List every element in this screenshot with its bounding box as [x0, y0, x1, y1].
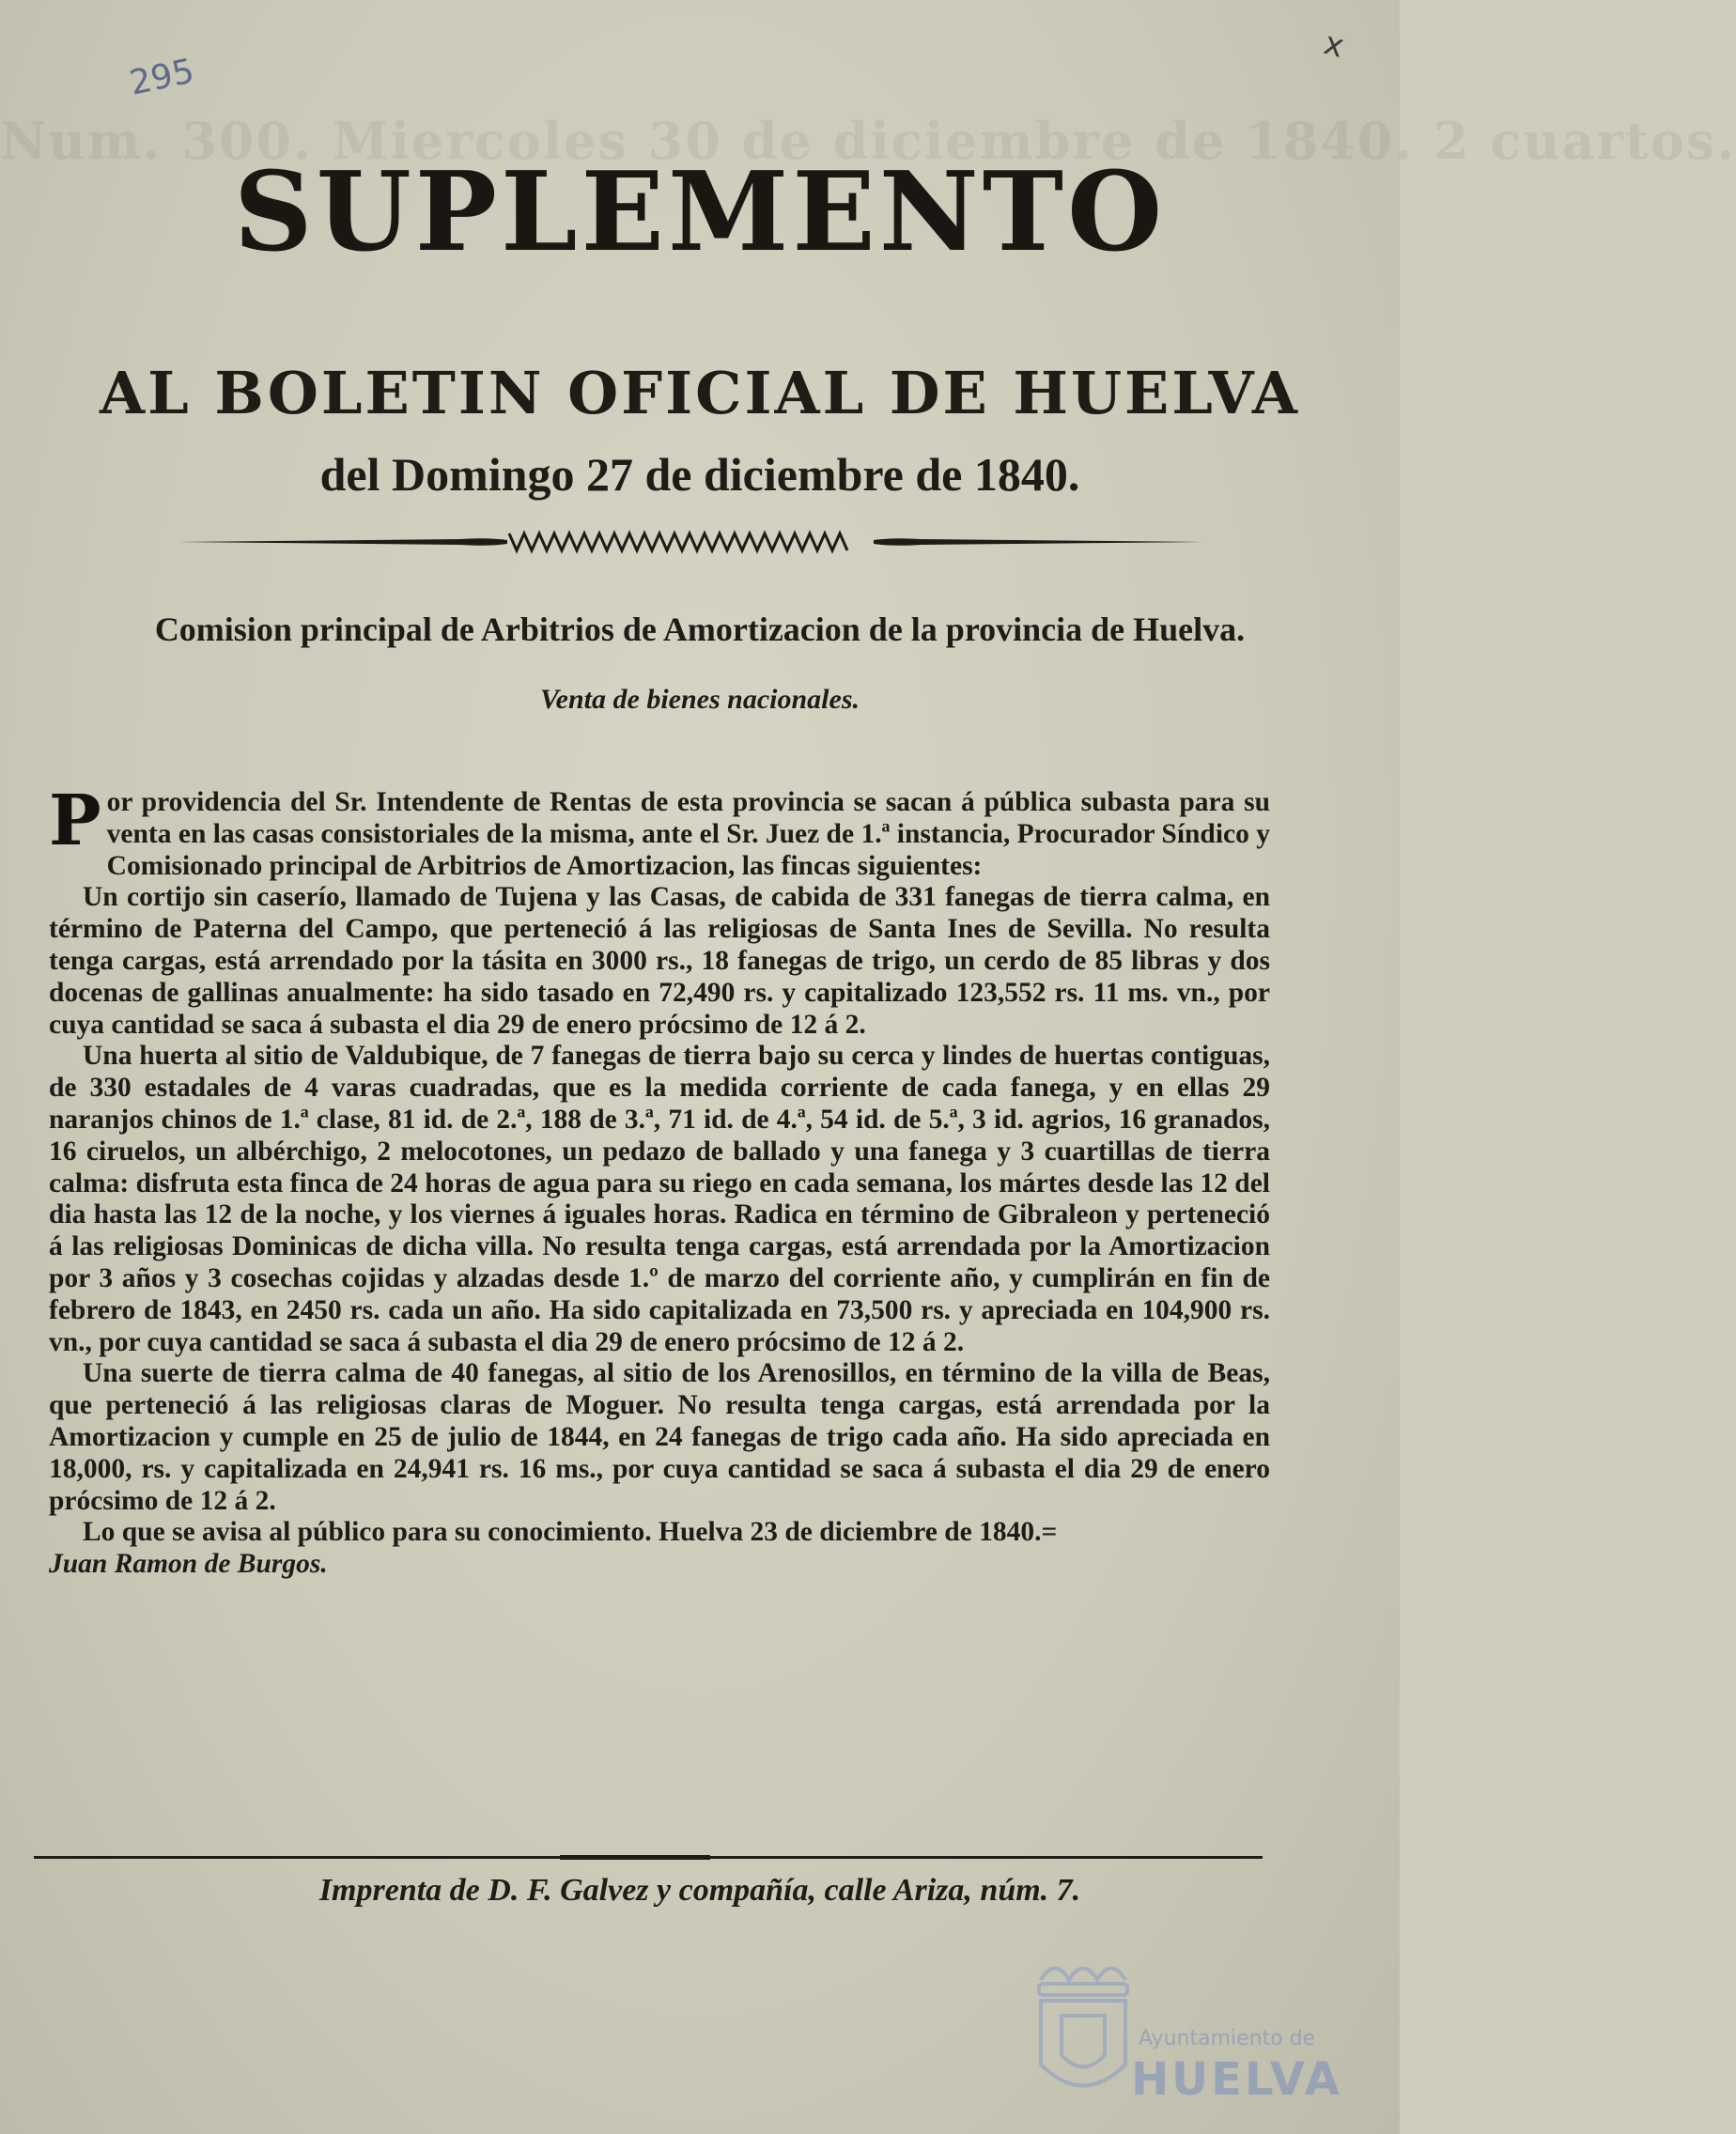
- property-item-3: Una suerte de tierra calma de 40 fanegas, al sitio de los Arenosillos, en término de la villa de Beas, que perteneció á las religiosas claras de Moguer. No resulta tenga cargas, está arrendada por la Amortizacion y cumple en 25 de julio de 1844, en 24 fanegas de trigo cada año. Ha sido apreciada en 18,000, rs. y capitalizada en 24,941 rs. 16 ms., por cuya cantidad se saca á subasta el dia 29 de enero prócsimo de 12 á 2.: [49, 1358, 1270, 1516]
- watermark-city-label: HUELVA: [1131, 2053, 1342, 2106]
- notice-body: [49, 781, 1270, 1581]
- watermark-town-label: Ayuntamiento de: [1139, 2027, 1316, 2050]
- property-item-1: Un cortijo sin caserío, llamado de Tujena y las Casas, de cabida de 331 fanegas de tierra calma, en término de Paterna del Campo, que perteneció á las religiosas de Santa Ines de Sevilla. No resulta tenga cargas, está arrendado por la tásita en 3000 rs., 18 fanegas de trigo, un cerdo de 85 libras y dos docenas de gallinas anualmente: ha sido tasado en 72,490 rs. y capitalizado 123,552 rs. 11 ms. vn., por cuya cantidad se saca á subasta el dia 29 de enero prócsimo de 12 á 2.: [49, 882, 1270, 1040]
- handwritten-page-number: 295: [126, 52, 198, 103]
- intro-paragraph: [49, 781, 1270, 882]
- signature-line: [49, 1549, 1270, 1581]
- document-title: SUPLEMENTO: [233, 148, 1167, 276]
- document-subtitle: AL BOLETIN OFICIAL DE HUELVA: [100, 359, 1300, 427]
- document-date-line: del Domingo 27 de diciembre de 1840.: [319, 448, 1080, 501]
- commission-heading: Comision principal de Arbitrios de Amortizacion de la provincia de Huelva.: [154, 611, 1246, 648]
- section-title: Venta de bienes nacionales.: [539, 684, 860, 715]
- closing-paragraph: Lo que se avisa al público para su conocimiento. Huelva 23 de diciembre de 1840.=: [83, 1517, 1058, 1548]
- signature: Juan Ramon de Burgos.: [49, 1549, 328, 1580]
- printer-imprint: Imprenta de D. F. Galvez y compañía, calle Ariza, núm. 7.: [318, 1873, 1081, 1908]
- drop-cap: P: [49, 781, 101, 861]
- handwritten-mark: x: [1320, 24, 1348, 66]
- ornamental-rule-icon: [178, 518, 1202, 565]
- property-item-2: Una huerta al sitio de Valdubique, de 7 fanegas de tierra bajo su cerca y lindes de huertas contiguas, de 330 estadales de 4 varas cuadradas, que es la medida corriente de cada fanega, y en ellas 29 naranjos chinos de 1.ª clase, 81 id. de 2.ª, 188 de 3.ª, 71 id. de 4.ª, 54 id. de 5.ª, 3 id. agrios, 16 granados, 16 ciruelos, un albérchigo, 2 melocotones, un pedazo de ballado y una fanega y 3 cuartillas de tierra calma: disfruta esta finca de 24 horas de agua para su riego en cada semana, los mártes desde las 12 del dia hasta las 12 de la noche, y los viernes á iguales horas. Radica en término de Gibraleon y perteneció á las religiosas Dominicas de dicha villa. No resulta tenga cargas, está arrendada por la Amortizacion por 3 años y 3 cosechas cojidas y alzadas desde 1.º de marzo del corriente año, y cumplirán en fin de febrero de 1843, en 2450 rs. cada un año. Ha sido capitalizada en 73,500 rs. y apreciada en 104,900 rs. vn., por cuya cantidad se saca á subasta el dia 29 de enero prócsimo de 12 á 2.: [49, 1041, 1270, 1357]
- intro-text: or providencia del Sr. Intendente de Rentas de esta provincia se sacan á pública subasta para su venta en las casas consistoriales de la misma, ante el Sr. Juez de 1.ª instancia, Procurador Síndico y Comisionado principal de Arbitrios de Amortizacion, las fincas siguientes:: [106, 787, 1270, 881]
- bleed-through-masthead: Num. 300. Miercoles 30 de diciembre de 1840. 2 cuartos.: [0, 111, 1736, 171]
- footer-rule-icon: [34, 1852, 1263, 1863]
